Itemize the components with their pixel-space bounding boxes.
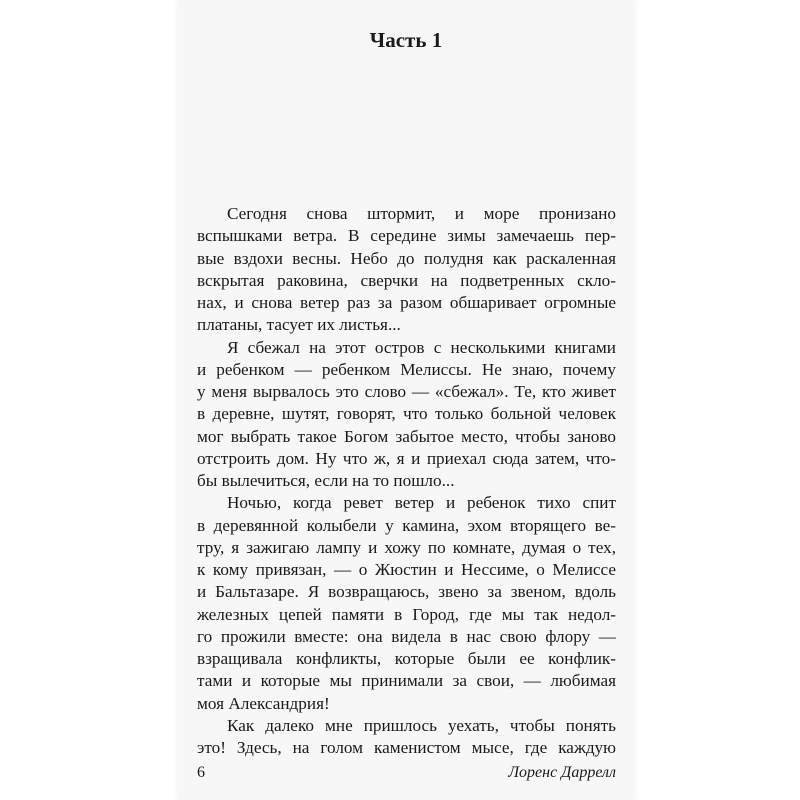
chapter-heading: Часть 1 [369, 28, 443, 52]
text-line: моя Александрия! [197, 693, 330, 713]
text-line: это! Здесь, на голом каменистом мысе, где каждую [197, 738, 616, 757]
running-footer-author: Лоренс Даррелл [508, 764, 616, 781]
text-line: вые вздохи весны. Небо до полудня как раскаленная [197, 248, 616, 268]
text-line: в деревне, шутят, говорят, что только больной человек [197, 404, 616, 424]
page-footer [197, 764, 616, 782]
text-line: го прожили вместе: она видела в нас свою флору — [197, 626, 616, 646]
text-line: нах, и снова ветер раз за разом обшаривает огромные [197, 293, 616, 312]
text-line: железных цепей памяти в Город, где мы так недол- [197, 604, 616, 624]
text-line: к кому привязан, — о Жюстин и Нессиме, о Мелиссе [197, 560, 616, 579]
text-line: и ребенком — ребенком Мелиссы. Не знаю, почему [197, 359, 616, 379]
text-line: в деревянной колыбели у камина, эхом вторящего ве- [197, 515, 616, 535]
page-body [197, 203, 616, 759]
text-line: отстроить дом. Ну что ж, я и приехал сюда затем, что- [197, 448, 616, 468]
text-line: вскрытая раковина, сверчки на подветренных скло- [197, 270, 616, 290]
text-line: бы вылечиться, если на то пошло... [197, 471, 455, 490]
text-line: Ночью, когда ревет ветер и ребенок тихо спит [227, 493, 616, 513]
text-line: Я сбежал на этот остров с несколькими книгами [227, 337, 616, 357]
text-line: тру, я зажигаю лампу и хожу по комнате, думая о тех, [197, 537, 616, 557]
book-page [178, 0, 634, 800]
text-line: мог выбрать такое Богом забытое место, чтобы заново [197, 426, 616, 446]
text-line: вспышками ветра. В середине зимы замечаешь пер- [197, 226, 616, 246]
text-line: платаны, тасует их листья... [197, 315, 401, 335]
text-line: у меня вырвалось это слово — «сбежал». Те, кто живет [197, 382, 616, 401]
page-number: 6 [197, 764, 205, 781]
text-line: взращивала конфликты, которые были ее конфлик- [197, 649, 616, 668]
text-line: тами и которые мы принимали за свои, — любимая [197, 671, 616, 691]
text-line: и Бальтазаре. Я возвращаюсь, звено за звеном, вдоль [197, 582, 616, 602]
text-line: Сегодня снова штормит, и море пронизано [227, 204, 616, 223]
text-line: Как далеко мне пришлось уехать, чтобы понять [227, 715, 616, 735]
